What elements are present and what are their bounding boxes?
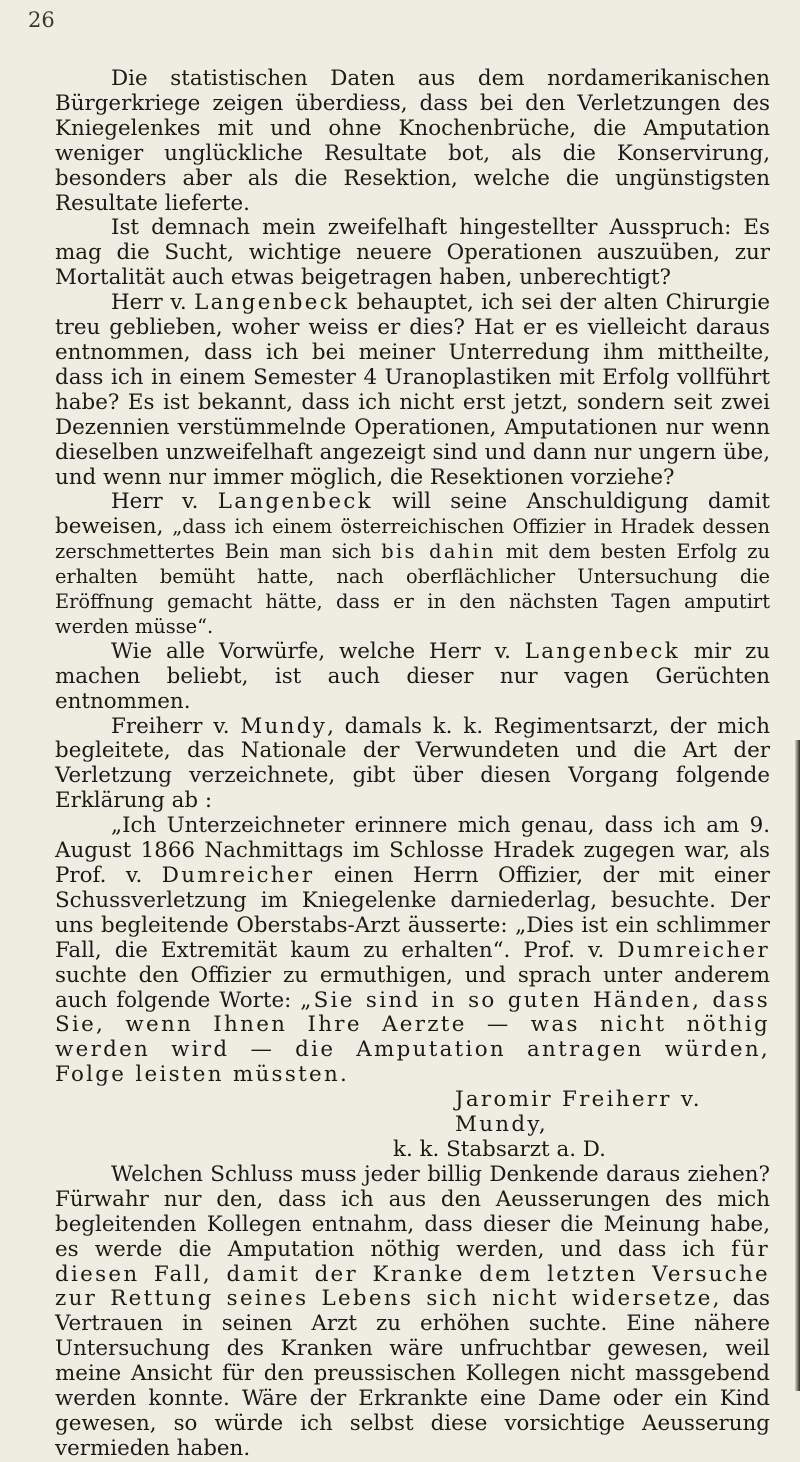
text-run: einen Herrn Offizier, der mit einer Schussverletzung im Kniegelenke darniederlag, besuchte. Der uns begleitende Oberstabs-Arzt äusserte: „Dies ist ein schlimmer Fall, die Extremität kaum zu erhalten“. Prof. v. — [55, 863, 770, 963]
text-run: das Vertrauen in seinen Arzt zu erhöhen suchte. Eine nähere Untersuchung des Kranken wäre unfruchtbar gewesen, weil meine Ansicht für den preussischen Kollegen nicht massgebend werden konnte. Wäre der Erkrankte eine Dame oder ein Kind gewesen, so würde ich selbst diese vorsichtige Aeusserung vermieden haben. — [55, 1286, 770, 1461]
text-run: „Ich Unterzeichneter erinnere mich genau, dass ich am 9. August 1866 Nachmittags im Schlosse Hradek zugegen war, als Prof. v. — [55, 813, 770, 888]
paragraph-6 — [55, 715, 770, 815]
emphasis: für diesen Fall, damit der Kranke dem letzten Versuche zur Rettung seines Lebens sich nicht widersetze, — [55, 1236, 770, 1312]
paragraph-2: Ist demnach mein zweifelhaft hingestellter Ausspruch: Es mag die Sucht, wichtige neuere Operationen auszuüben, zur Mortalität auch etwas beigetragen haben, unberechtigt? — [55, 215, 770, 291]
paragraph-1: Die statistischen Daten aus dem nordamerikanischen Bürgerkriege zeigen überdiess, dass bei den Verletzungen des Kniegelenkes mit und ohne Knochenbrüche, die Amputation weniger unglückliche Resultate bot, als die Konservirung, besonders aber als die Resektion, welche die ungünstigsten Resultate lieferte. — [55, 66, 770, 216]
quoted-words: „Sie sind in so guten Händen, dass Sie, wenn Ihnen Ihre Aerzte — was nicht nöthig werden wird — die Amputation antragen würden, Folge leisten müssten. — [55, 987, 770, 1088]
text-run: Herr v. — [111, 489, 218, 515]
page-number: 26 — [28, 8, 55, 32]
text-run: Herr v. — [111, 290, 195, 316]
person-name: Dumreicher — [161, 863, 315, 888]
text-run: Welchen Schluss muss jeder billig Denkende daraus ziehen? Fürwahr nur den, dass ich aus den Aeusserungen des mich begleitenden Kollegen entnahm, dass dieser die Meinung habe, es werde die Amputation nöthig werden, und dass ich — [55, 1161, 770, 1262]
text-run: mir zu machen beliebt, ist auch dieser nur vagen Gerüchten entnommen. — [55, 638, 771, 714]
text-run: Wie alle Vorwürfe, welche Herr v. — [111, 638, 525, 664]
paragraph-4 — [55, 490, 770, 639]
emphasis: bis dahin — [381, 540, 496, 564]
text-run: Freiherr v. — [111, 713, 241, 739]
text-run: , damals k. k. Regimentsarzt, der mich begleitete, das Nationale der Verwundeten und die Art der Verletzung verzeichnete, gibt über diesen Vorgang folgende Erklärung ab : — [55, 713, 770, 814]
text-run: „dass ich einem österreichischen Offizier in Hradek dessen zerschmettertes Bein man sich — [55, 515, 770, 564]
text-run: mit dem besten Erfolg zu erhalten bemüht hatte, nach oberflächlicher Untersuchung die Eröffnung gemacht hätte, dass er in den nächsten Tagen amputirt werden müsse“. — [55, 540, 770, 638]
text-run: suchte den Offizier zu ermuthigen, und sprach unter anderem auch folgende Worte: — [55, 962, 770, 1013]
document-body — [55, 67, 770, 1462]
person-name: Dumreicher — [617, 937, 770, 963]
person-name: Mundy — [240, 713, 328, 739]
signature-name: Jaromir Freiherr v. Mundy, — [455, 1087, 702, 1138]
page-edge-shadow — [795, 740, 800, 1391]
paragraph-8 — [55, 1163, 770, 1462]
person-name: Langenbeck — [194, 290, 350, 316]
text-run: behauptet, ich sei der alten Chirurgie treu geblieben, woher weiss er dies? Hat er es vielleicht daraus entnommen, dass ich bei meiner Unterredung ihm mittheilte, dass ich in einem Semester 4 Uranoplastiken mit Erfolg vollführt habe? Es ist bekannt, dass ich nicht erst jetzt, sondern seit zwei Dezennien verstümmelnde Operationen, Amputationen nur wenn dieselben unzweifelhaft angezeigt sind und dann nur ungern übe, und wenn nur immer möglich, die Resektionen vorziehe? — [55, 290, 770, 490]
person-name: Langenbeck — [524, 638, 680, 664]
signature-title: k. k. Stabsarzt a. D. — [393, 1136, 606, 1162]
text-run: will seine Anschuldigung damit beweisen, — [55, 489, 770, 540]
paragraph-3 — [55, 291, 770, 490]
person-name: Langenbeck — [217, 489, 373, 515]
paragraph-5 — [55, 640, 770, 715]
paragraph-7 — [55, 814, 770, 1088]
